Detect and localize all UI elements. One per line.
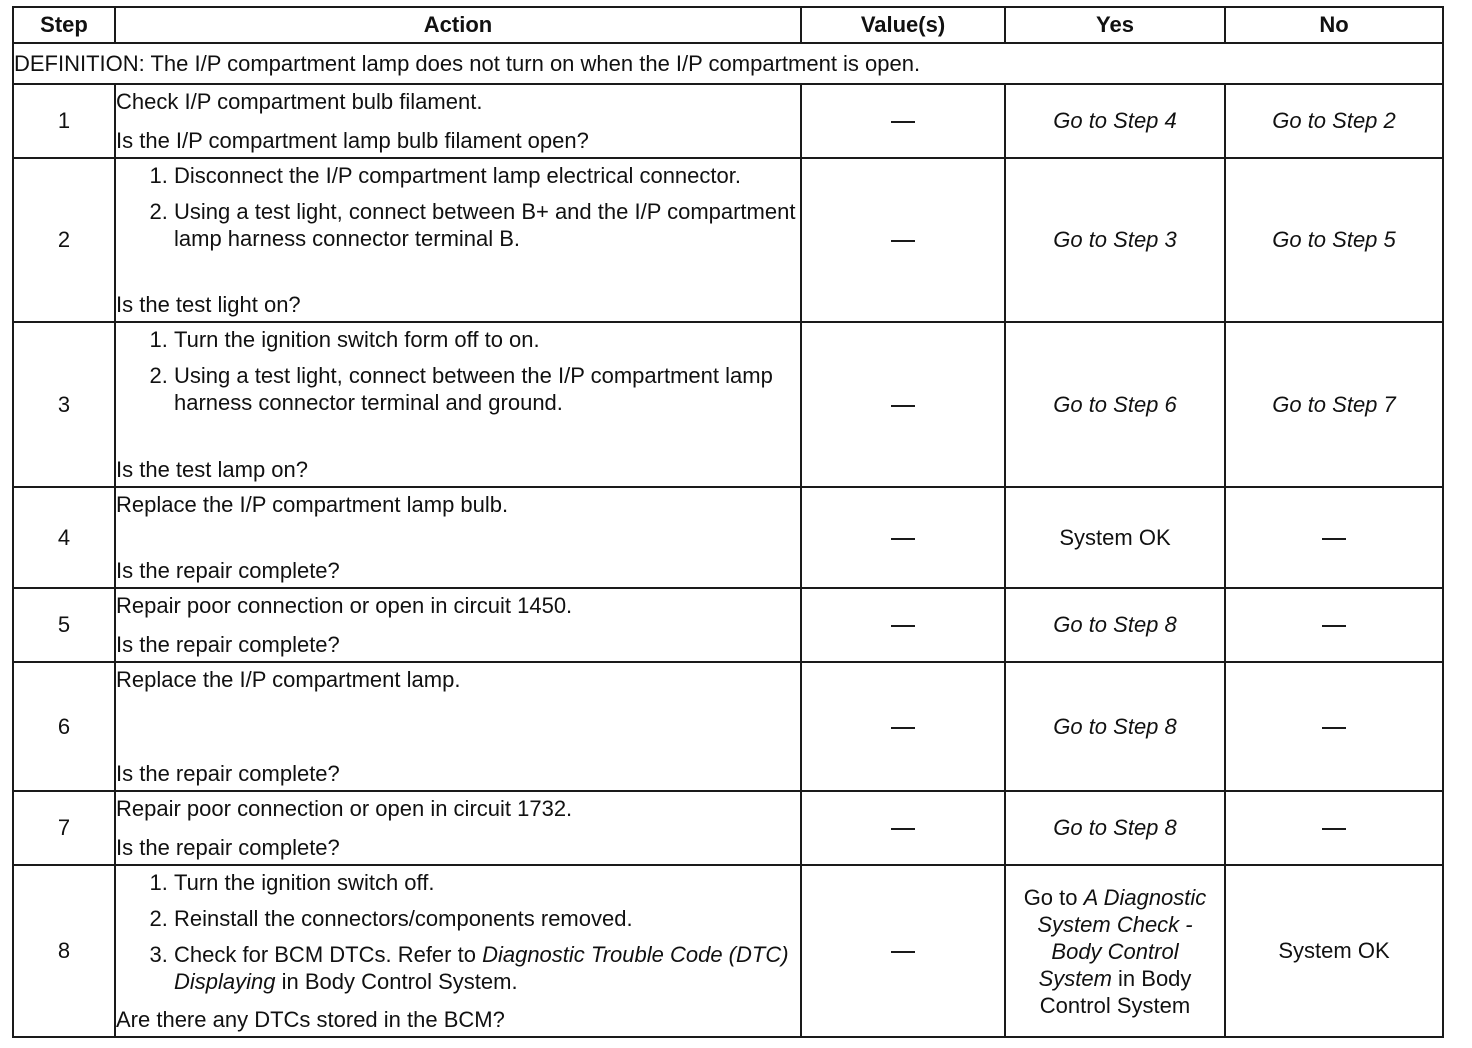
action-step-item: 1. Turn the ignition switch off.	[174, 869, 800, 896]
action-step-item: 1. Disconnect the I/P compartment lamp electrical connector.	[174, 162, 800, 189]
action-step-item: 1. Turn the ignition switch form off to on.	[174, 326, 800, 353]
action-instruction: Repair poor connection or open in circuit 1450.	[116, 593, 573, 618]
value-cell	[801, 662, 1005, 791]
action-question: Is the I/P compartment lamp bulb filament open?	[116, 128, 589, 153]
table-row	[13, 84, 1443, 158]
action-question: Is the test light on?	[116, 292, 301, 317]
action-step-item: 2. Using a test light, connect between B+ and the I/P compartment lamp harness connector terminal B.	[174, 198, 800, 252]
value-dash	[891, 951, 915, 953]
yes-suffix: in Body Control System	[1039, 965, 1192, 1018]
value-dash	[891, 828, 915, 830]
yes-result: Go to Step 8	[1005, 588, 1225, 662]
header-yes: Yes	[1005, 7, 1225, 43]
no-result	[1225, 487, 1443, 588]
value-dash	[891, 121, 915, 123]
table-row	[13, 322, 1443, 487]
action-question: Is the repair complete?	[116, 632, 340, 657]
yes-result: System OK	[1005, 487, 1225, 588]
step-number: 8	[13, 865, 115, 1037]
step-number: 2	[13, 158, 115, 322]
diagnostic-table-sheet	[12, 6, 1442, 1038]
step-number: 3	[13, 322, 115, 487]
header-values: Value(s)	[801, 7, 1005, 43]
dtc-display-reference: Diagnostic Trouble Code (DTC) Displaying	[174, 942, 789, 994]
action-cell	[115, 865, 801, 1037]
value-cell	[801, 588, 1005, 662]
no-result: System OK	[1225, 865, 1443, 1037]
definition-text: DEFINITION: The I/P compartment lamp does not turn on when the I/P compartment is open.	[13, 43, 1443, 84]
table-row	[13, 487, 1443, 588]
action-cell	[115, 487, 801, 588]
step-number: 6	[13, 662, 115, 791]
action-step-item: 2. Reinstall the connectors/components removed.	[174, 905, 800, 932]
header-row	[13, 7, 1443, 43]
yes-result: Go to Step 3	[1005, 158, 1225, 322]
action-question: Is the repair complete?	[116, 835, 340, 860]
no-dash	[1322, 625, 1346, 627]
header-no: No	[1225, 7, 1443, 43]
diagnostic-system-check-reference: A Diagnostic System Check - Body Control System	[1037, 884, 1207, 991]
table-row	[13, 158, 1443, 322]
yes-result: Go to Step 8	[1005, 791, 1225, 865]
no-result	[1225, 662, 1443, 791]
action-question: Is the repair complete?	[116, 761, 340, 786]
yes-result: Go to Step 8	[1005, 662, 1225, 791]
yes-result: Go to Step 4	[1005, 84, 1225, 158]
yes-result: Go to Step 6	[1005, 322, 1225, 487]
action-cell	[115, 84, 801, 158]
action-cell	[115, 791, 801, 865]
step3-prefix: Check for BCM DTCs. Refer to	[174, 942, 483, 967]
action-instruction: Check I/P compartment bulb filament.	[116, 89, 483, 114]
header-action: Action	[115, 7, 801, 43]
table-row	[13, 865, 1443, 1037]
no-result: Go to Step 2	[1225, 84, 1443, 158]
action-step-item	[174, 941, 800, 995]
value-dash	[891, 240, 915, 242]
value-dash	[891, 405, 915, 407]
value-dash	[891, 625, 915, 627]
no-result	[1225, 791, 1443, 865]
step-number: 7	[13, 791, 115, 865]
value-cell	[801, 322, 1005, 487]
step3-suffix: in Body Control System.	[275, 969, 518, 994]
step-number: 1	[13, 84, 115, 158]
value-dash	[891, 727, 915, 729]
action-cell	[115, 158, 801, 322]
table-row	[13, 791, 1443, 865]
no-result: Go to Step 7	[1225, 322, 1443, 487]
action-question: Are there any DTCs stored in the BCM?	[116, 1007, 505, 1032]
action-question: Is the repair complete?	[116, 558, 340, 583]
table-row	[13, 588, 1443, 662]
action-steps	[116, 869, 800, 995]
action-step-item: 2. Using a test light, connect between the I/P compartment lamp harness connector terminal and ground.	[174, 362, 800, 416]
action-cell	[115, 322, 801, 487]
no-dash	[1322, 828, 1346, 830]
step-number: 4	[13, 487, 115, 588]
action-steps	[116, 162, 800, 252]
table-row	[13, 662, 1443, 791]
value-cell	[801, 865, 1005, 1037]
yes-result	[1005, 865, 1225, 1037]
action-instruction: Replace the I/P compartment lamp bulb.	[116, 492, 509, 517]
action-cell	[115, 662, 801, 791]
diagnostic-table	[12, 6, 1444, 1038]
step-number: 5	[13, 588, 115, 662]
value-cell	[801, 84, 1005, 158]
no-result: Go to Step 5	[1225, 158, 1443, 322]
action-steps	[116, 326, 800, 416]
no-result	[1225, 588, 1443, 662]
action-instruction: Replace the I/P compartment lamp.	[116, 667, 461, 692]
value-dash	[891, 538, 915, 540]
value-cell	[801, 158, 1005, 322]
action-cell	[115, 588, 801, 662]
yes-prefix: Go to	[1023, 884, 1084, 910]
no-dash	[1322, 727, 1346, 729]
header-step: Step	[13, 7, 115, 43]
value-cell	[801, 791, 1005, 865]
no-dash	[1322, 538, 1346, 540]
action-question: Is the test lamp on?	[116, 457, 308, 482]
value-cell	[801, 487, 1005, 588]
definition-row	[13, 43, 1443, 84]
action-instruction: Repair poor connection or open in circuit 1732.	[116, 796, 573, 821]
